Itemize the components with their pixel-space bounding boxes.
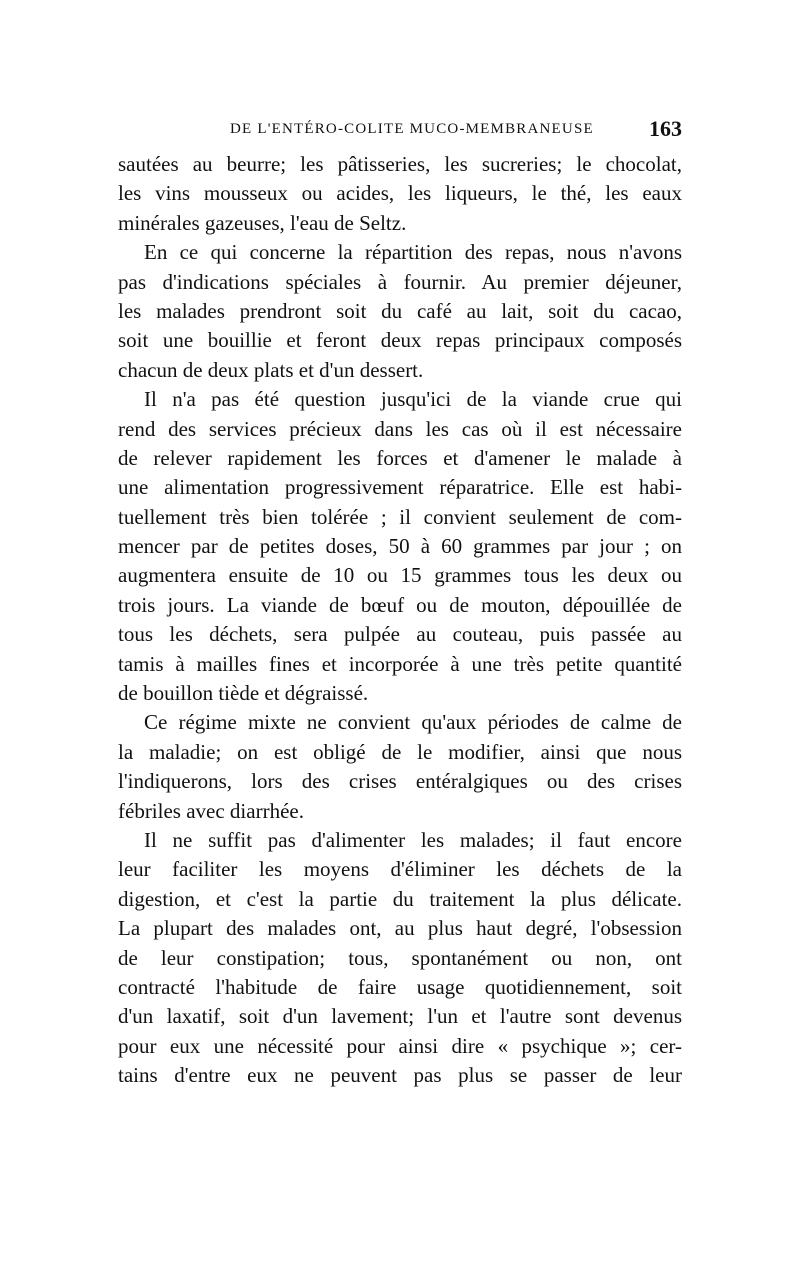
text-line: de bouillon tiède et dégraissé. <box>118 681 369 706</box>
text-line: tamis à mailles fines et incorporée à une très petite quantité <box>118 651 682 676</box>
text-line: une alimentation progressivement réparatrice. Elle est habi- <box>118 475 682 500</box>
text-line: les vins mousseux ou acides, les liqueurs, le thé, les eaux <box>118 181 682 206</box>
text-line: tous les déchets, sera pulpée au couteau, puis passée au <box>118 622 682 647</box>
text-line: Il n'a pas été question jusqu'ici de la viande crue qui <box>144 387 682 412</box>
text-line: de relever rapidement les forces et d'amener le malade à <box>118 445 682 470</box>
body-text <box>118 150 682 1091</box>
text-line: pour eux une nécessité pour ainsi dire « psychique »; cer- <box>118 1033 682 1058</box>
text-line: fébriles avec diarrhée. <box>118 798 304 823</box>
text-line: la maladie; on est obligé de le modifier, ainsi que nous <box>118 739 682 764</box>
text-line: minérales gazeuses, l'eau de Seltz. <box>118 210 407 235</box>
text-line: digestion, et c'est la partie du traitement la plus délicate. <box>118 886 682 911</box>
text-line: soit une bouillie et feront deux repas principaux composés <box>118 328 682 353</box>
text-line: tuellement très bien tolérée ; il convient seulement de com- <box>118 504 682 529</box>
text-line: Ce régime mixte ne convient qu'aux périodes de calme de <box>144 710 682 735</box>
running-title: DE L'ENTÉRO-COLITE MUCO-MEMBRANEUSE <box>230 120 594 137</box>
text-line: leur faciliter les moyens d'éliminer les déchets de la <box>118 857 682 882</box>
text-line: augmentera ensuite de 10 ou 15 grammes tous les deux ou <box>118 563 682 588</box>
text-line: En ce qui concerne la répartition des repas, nous n'avons <box>144 240 682 265</box>
text-line: les malades prendront soit du café au lait, soit du cacao, <box>118 298 682 323</box>
text-line: La plupart des malades ont, au plus haut degré, l'obsession <box>118 916 682 941</box>
text-line: l'indiquerons, lors des crises entéralgiques ou des crises <box>118 769 682 794</box>
text-line: contracté l'habitude de faire usage quotidiennement, soit <box>118 974 682 999</box>
text-line: tains d'entre eux ne peuvent pas plus se passer de leur <box>118 1063 682 1088</box>
text-line: pas d'indications spéciales à fournir. Au premier déjeuner, <box>118 269 682 294</box>
text-line: chacun de deux plats et d'un dessert. <box>118 357 424 382</box>
text-line: d'un laxatif, soit d'un lavement; l'un et l'autre sont devenus <box>118 1004 682 1029</box>
running-head <box>118 114 682 144</box>
text-line: trois jours. La viande de bœuf ou de mouton, dépouillée de <box>118 592 682 617</box>
text-line: rend des services précieux dans les cas où il est nécessaire <box>118 416 682 441</box>
text-line: de leur constipation; tous, spontanément ou non, ont <box>118 945 682 970</box>
page-number: 163 <box>649 116 682 141</box>
text-line: sautées au beurre; les pâtisseries, les sucreries; le chocolat, <box>118 152 682 176</box>
text-line: Il ne suffit pas d'alimenter les malades; il faut encore <box>144 827 682 852</box>
text-line: mencer par de petites doses, 50 à 60 grammes par jour ; on <box>118 534 682 559</box>
